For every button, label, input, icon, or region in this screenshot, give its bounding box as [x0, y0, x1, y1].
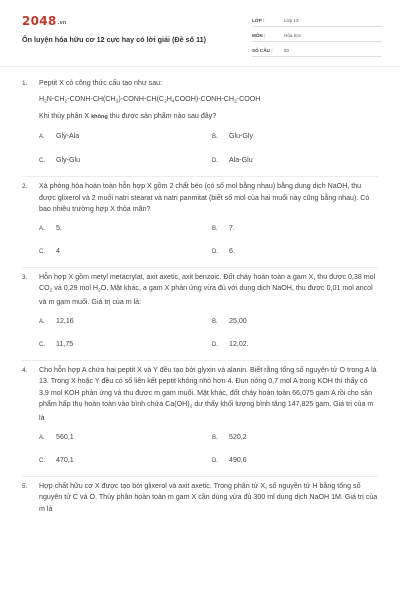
formula-subscript: 4 — [171, 99, 175, 104]
option-letter: C. — [39, 248, 45, 255]
answer-options — [39, 317, 378, 350]
meta-row-count — [252, 45, 382, 57]
option-text: 7. — [229, 223, 235, 232]
question-text — [39, 272, 378, 309]
option-b[interactable] — [212, 317, 385, 327]
option-text: 11,75 — [56, 339, 74, 348]
question-text-part: Cho hỗn hợp A chứa hai peptit X và Y đều tạo bởi glyxin và alanin. Biết rằng tổng số nguyên tử O trong A là 13. Trong X hoặc Y đều có số liên kết peptit không nhỏ hơn 4. Đun nóng 0,7 mol A trong KOH thì thấy có 3,9 mol KOH phản ứng và thu được m gam muối. Mặt khác, đốt cháy hoàn toàn 66,075 gam A rồi cho sản phẩm hấp thụ hoàn toàn vào bình chứa Ca(OH) — [39, 365, 377, 408]
formula-part: -COOH — [236, 94, 261, 103]
option-letter: B. — [212, 225, 218, 232]
question-1 — [0, 74, 400, 177]
formula-subscript: 2 — [164, 99, 167, 104]
option-letter: D. — [212, 158, 218, 164]
question-number: 4. — [22, 366, 28, 374]
peptide-formula — [39, 94, 378, 108]
formula-subscript: 2 — [64, 99, 68, 104]
option-d[interactable] — [212, 156, 385, 166]
meta-label: MÔN : — [252, 33, 266, 38]
option-letter: D. — [212, 248, 218, 255]
option-letter: C. — [39, 158, 45, 164]
option-text: 25,00 — [229, 316, 247, 325]
question-5 — [0, 477, 400, 516]
formula-subscript: 3 — [115, 99, 119, 104]
formula-subscript: 2 — [98, 288, 101, 294]
option-c[interactable] — [39, 156, 212, 166]
option-letter: B. — [212, 134, 218, 140]
question-number: 2. — [22, 183, 28, 190]
question-4 — [0, 361, 400, 477]
option-a[interactable] — [39, 433, 212, 443]
document-title: Ôn luyện hóa hữu cơ 12 cực hay có lời giải (Đề số 11) — [22, 35, 206, 44]
answer-options — [39, 433, 378, 466]
meta-row-class — [252, 15, 382, 27]
question-text: Hợp chất hữu cơ X được tạo bởi glixerol và axit axetic. Trong phân tử X, số nguyên tử H bằng tổng số nguyên tử C và O. Thủy phân hoàn toàn m gam X cần dùng vừa đủ 300 ml dung dịch NaOH 1M. Giá trị của m là — [39, 481, 378, 513]
option-text: 470,1 — [56, 455, 74, 464]
formula-subscript: 2 — [234, 99, 237, 104]
question-number: 5. — [22, 482, 28, 490]
option-text: 490,6 — [229, 455, 247, 464]
option-text: 12,16 — [56, 316, 74, 325]
option-letter: D. — [212, 341, 218, 348]
meta-value: 50 — [284, 48, 290, 53]
option-letter: B. — [212, 434, 218, 441]
formula-subscript: 2 — [189, 404, 193, 410]
option-text: 520,2 — [229, 432, 247, 441]
question-text-part: dư thấy khối lượng bình tăng 147,825 gam. Giá trị của m là — [39, 400, 374, 422]
question-text-part: và 0,29 mol H — [52, 284, 99, 292]
question-number: 3. — [22, 273, 28, 281]
question-text — [39, 365, 378, 425]
option-letter: C. — [39, 341, 45, 348]
page-header — [0, 0, 400, 66]
option-text: 12,02. — [229, 339, 249, 348]
option-d[interactable] — [212, 340, 385, 350]
option-text: 560,1 — [56, 432, 74, 441]
meta-label: SỐ CÂU : — [252, 48, 273, 53]
option-b[interactable] — [212, 224, 385, 234]
question-3 — [0, 268, 400, 361]
option-b[interactable] — [212, 433, 385, 443]
option-letter: A. — [39, 434, 45, 441]
formula-part: COOH)-CONH-CH — [174, 94, 235, 103]
formula-part: )-CONH-CH(C — [118, 94, 165, 103]
option-text: 4 — [56, 246, 60, 255]
document-meta — [252, 15, 382, 60]
option-letter: D. — [212, 457, 218, 464]
answer-options — [39, 132, 378, 166]
option-text: Gly-Ala — [56, 132, 80, 140]
header-divider — [0, 66, 400, 67]
prompt-text: thu được sản phẩm nào sau đây? — [107, 112, 217, 120]
question-number: 1. — [22, 80, 28, 87]
meta-label: LỚP : — [252, 18, 265, 23]
logo-main: 2048 — [22, 14, 57, 28]
meta-value: Lớp 12 — [284, 18, 299, 23]
option-letter: A. — [39, 134, 45, 140]
question-text-part: Hỗn hợp X gồm metyl metacrylat, axit axetic, axit benzoic. Đốt cháy hoàn toàn a gam X, thu được 0,38 mol CO — [39, 272, 376, 292]
option-text: Gly-Glu — [56, 156, 81, 164]
formula-subscript: 2 — [44, 99, 47, 104]
formula-part: H — [166, 94, 172, 103]
prompt-emphasis: không — [91, 114, 108, 120]
meta-row-subject — [252, 30, 382, 42]
option-letter: C. — [39, 457, 45, 464]
option-a[interactable] — [39, 224, 212, 234]
option-c[interactable] — [39, 456, 212, 466]
option-letter: A. — [39, 225, 45, 232]
option-text: Ala-Glu — [229, 156, 253, 164]
prompt-text: Khi thủy phân X — [39, 112, 92, 120]
option-a[interactable] — [39, 132, 212, 142]
option-text: 6. — [229, 246, 235, 255]
formula-part: -CONH-CH(CH — [67, 94, 116, 103]
formula-part: H — [39, 94, 45, 103]
option-a[interactable] — [39, 317, 212, 327]
question-text: Xà phòng hóa hoàn toàn hỗn hợp X gồm 2 chất béo (có số mol bằng nhau) bằng dung dịch NaOH, thu được glixerol và 2 muối natri stearat và natri panmitat (biết số mol của hai muối này cũng bằng nhau). Có bao nhiêu trường hợp X thỏa mãn? — [39, 182, 370, 213]
formula-part: N-CH — [46, 94, 65, 103]
question-2 — [0, 177, 400, 268]
meta-value: Hóa học — [284, 33, 302, 38]
question-list — [0, 74, 400, 515]
option-b[interactable] — [212, 132, 385, 142]
question-text-part: O. Mặt khác, a gam X phản ứng vừa đủ với dung dịch NaOH, thu được 0,01 mol ancol và m gam muối. Giá trị của m là: — [39, 284, 373, 306]
answer-options — [39, 224, 378, 257]
option-letter: A. — [39, 318, 45, 325]
option-text: Glu-Gly — [229, 132, 254, 140]
question-prompt — [39, 111, 378, 123]
option-d[interactable] — [212, 456, 385, 466]
option-c[interactable] — [39, 340, 212, 350]
question-text: Peptit X có công thức cấu tạo như sau: — [39, 79, 163, 87]
option-text: 5. — [56, 223, 62, 232]
formula-subscript: 2 — [49, 288, 53, 294]
option-c[interactable] — [39, 247, 212, 257]
logo-tld: .vn — [57, 20, 67, 26]
option-letter: B. — [212, 318, 218, 325]
option-d[interactable] — [212, 247, 385, 257]
